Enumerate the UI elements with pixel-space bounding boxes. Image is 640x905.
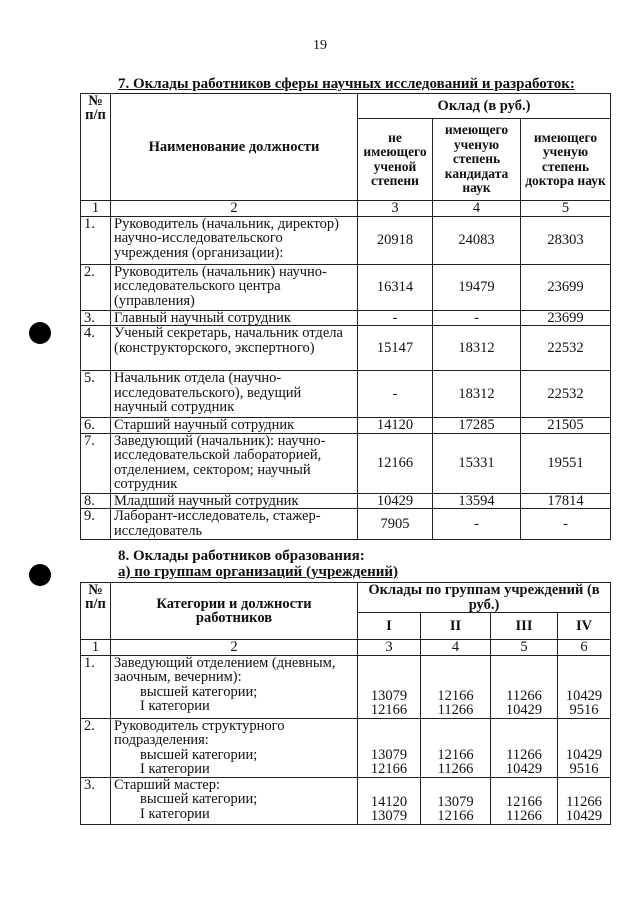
- salary-value: 7905: [358, 509, 433, 540]
- group-salary-cell: [558, 777, 611, 824]
- salary-value: 16314: [358, 264, 433, 310]
- position-name: Младший научный сотрудник: [111, 493, 358, 509]
- salary-value: 10429: [358, 493, 433, 509]
- table-row: [81, 655, 611, 718]
- table-row: [81, 493, 611, 509]
- row-number: 4.: [81, 326, 111, 371]
- category-label: I категории: [140, 805, 210, 822]
- salary-value: 14120: [358, 418, 433, 434]
- salary-highest-category: 13079: [370, 746, 408, 763]
- salary-value: -: [358, 310, 433, 326]
- salary-highest-category: 11266: [506, 746, 542, 763]
- column-number: 3: [358, 640, 421, 656]
- table-row: [81, 371, 611, 418]
- salary-value: 12166: [358, 433, 433, 493]
- group-salary-cell: [421, 777, 491, 824]
- header-categories: Категории и должности работников: [111, 583, 358, 640]
- table-row: [81, 509, 611, 540]
- column-number-row: [81, 201, 611, 217]
- salary-highest-category: 13079: [370, 687, 408, 704]
- position-name: Старший мастер:: [114, 777, 220, 793]
- position-name: Руководитель (начальник, директор) научно-исследовательского учреждения (организации):: [111, 216, 358, 264]
- salary-value: -: [521, 509, 611, 540]
- salary-value: 20918: [358, 216, 433, 264]
- position-name: Старший научный сотрудник: [111, 418, 358, 434]
- salary-value: 21505: [521, 418, 611, 434]
- column-number: 2: [111, 201, 358, 217]
- category-cell: [111, 777, 358, 824]
- header-num: № п/п: [81, 583, 111, 640]
- table-row: [81, 326, 611, 371]
- category-label: I категории: [140, 698, 210, 714]
- row-number: 5.: [81, 371, 111, 418]
- group-salary-cell: [558, 718, 611, 777]
- research-salary-table: [80, 93, 611, 540]
- salary-value: -: [433, 310, 521, 326]
- group-salary-cell: [358, 777, 421, 824]
- salary-value: 23699: [521, 264, 611, 310]
- salary-first-category: 13079: [370, 808, 408, 824]
- column-number: 3: [358, 201, 433, 217]
- table-row: [81, 718, 611, 777]
- header-candidate: имеющего ученую степень кандидата наук: [433, 119, 521, 201]
- group-salary-cell: [491, 777, 558, 824]
- row-number: 7.: [81, 433, 111, 493]
- header-num: № п/п: [81, 94, 111, 201]
- salary-highest-category: 12166: [437, 687, 474, 704]
- salary-value: 22532: [521, 326, 611, 371]
- salary-first-category: 10429: [505, 761, 543, 777]
- header-no-degree: не имеющего ученой степени: [358, 119, 433, 201]
- header-doctor: имеющего ученую степень доктора наук: [521, 119, 611, 201]
- salary-value: 24083: [433, 216, 521, 264]
- salary-highest-category: 11266: [566, 793, 602, 810]
- category-label: высшей категории;: [140, 746, 258, 763]
- punch-hole: [29, 322, 51, 344]
- row-number: 2.: [81, 718, 111, 777]
- salary-highest-category: 13079: [437, 793, 474, 810]
- salary-value: 28303: [521, 216, 611, 264]
- group-salary-cell: [421, 655, 491, 718]
- category-label: I категории: [140, 761, 210, 777]
- table-row: [81, 777, 611, 824]
- column-number: 4: [433, 201, 521, 217]
- salary-highest-category: 14120: [370, 793, 408, 810]
- salary-value: 19479: [433, 264, 521, 310]
- salary-first-category: 11266: [506, 808, 542, 824]
- header-groups: Оклады по группам учреждений (в руб.): [358, 583, 611, 613]
- salary-value: 19551: [521, 433, 611, 493]
- row-number: 1.: [81, 655, 111, 718]
- table-row: [81, 216, 611, 264]
- row-number: 8.: [81, 493, 111, 509]
- salary-value: 17285: [433, 418, 521, 434]
- salary-first-category: 12166: [370, 761, 408, 777]
- salary-first-category: 10429: [505, 702, 543, 718]
- salary-first-category: 12166: [370, 702, 408, 718]
- group-salary-cell: [558, 655, 611, 718]
- row-number: 2.: [81, 264, 111, 310]
- salary-highest-category: 12166: [437, 746, 474, 763]
- position-name: Главный научный сотрудник: [111, 310, 358, 326]
- position-name: Руководитель (начальник) научно-исследовательского центра (управления): [111, 264, 358, 310]
- category-label: высшей категории;: [140, 683, 258, 700]
- table-row: [81, 310, 611, 326]
- group-salary-cell: [358, 655, 421, 718]
- salary-value: 17814: [521, 493, 611, 509]
- salary-first-category: 10429: [565, 808, 603, 824]
- category-label: высшей категории;: [140, 791, 258, 807]
- position-name: Начальник отдела (научно-исследовательского), ведущий научный сотрудник: [111, 371, 358, 418]
- table-row: [81, 264, 611, 310]
- salary-first-category: 12166: [437, 808, 474, 824]
- education-salary-table: [80, 582, 611, 825]
- header-group-4: IV: [558, 613, 611, 640]
- column-number: 5: [491, 640, 558, 656]
- row-number: 9.: [81, 509, 111, 540]
- salary-first-category: 9516: [569, 761, 599, 777]
- position-name: Заведующий отделением (дневным, заочным, вечерним):: [114, 655, 336, 685]
- salary-value: 18312: [433, 371, 521, 418]
- column-number: 1: [81, 640, 111, 656]
- salary-highest-category: 11266: [506, 687, 542, 704]
- table-row: [81, 418, 611, 434]
- salary-highest-category: 10429: [565, 687, 603, 704]
- header-salary: Оклад (в руб.): [358, 94, 611, 119]
- salary-value: 13594: [433, 493, 521, 509]
- header-group-1: I: [358, 613, 421, 640]
- group-salary-cell: [421, 718, 491, 777]
- page-number: 19: [313, 38, 327, 53]
- row-number: 3.: [81, 777, 111, 824]
- salary-value: -: [433, 509, 521, 540]
- column-number-row: [81, 640, 611, 656]
- position-name: Лаборант-исследователь, стажер-исследователь: [111, 509, 358, 540]
- header-group-3: III: [491, 613, 558, 640]
- table-row: [81, 433, 611, 493]
- section7-title: 7. Оклады работников сферы научных исследований и разработок:: [118, 76, 575, 92]
- row-number: 1.: [81, 216, 111, 264]
- salary-first-category: 11266: [437, 702, 474, 718]
- column-number: 4: [421, 640, 491, 656]
- group-salary-cell: [358, 718, 421, 777]
- category-cell: [111, 718, 358, 777]
- category-cell: [111, 655, 358, 718]
- row-number: 6.: [81, 418, 111, 434]
- salary-highest-category: 12166: [505, 793, 543, 810]
- salary-highest-category: 10429: [565, 746, 603, 763]
- group-salary-cell: [491, 718, 558, 777]
- salary-value: 15331: [433, 433, 521, 493]
- column-number: 1: [81, 201, 111, 217]
- header-position: Наименование должности: [111, 94, 358, 201]
- column-number: 6: [558, 640, 611, 656]
- punch-hole: [29, 564, 51, 586]
- salary-first-category: 11266: [437, 761, 474, 777]
- row-number: 3.: [81, 310, 111, 326]
- header-group-2: II: [421, 613, 491, 640]
- position-name: Ученый секретарь, начальник отдела (конструкторского, экспертного): [111, 326, 358, 371]
- group-salary-cell: [491, 655, 558, 718]
- salary-value: 22532: [521, 371, 611, 418]
- salary-value: -: [358, 371, 433, 418]
- salary-value: 18312: [433, 326, 521, 371]
- salary-value: 15147: [358, 326, 433, 371]
- position-name: Руководитель структурного подразделения:: [114, 718, 285, 748]
- column-number: 5: [521, 201, 611, 217]
- position-name: Заведующий (начальник): научно-исследовательской лабораторией, отделением, сектором; научный сотрудник: [111, 433, 358, 493]
- section8-title: 8. Оклады работников образования:: [118, 548, 365, 564]
- salary-value: 23699: [521, 310, 611, 326]
- salary-first-category: 9516: [569, 702, 599, 718]
- section8-subtitle: а) по группам организаций (учреждений): [118, 564, 398, 580]
- column-number: 2: [111, 640, 358, 656]
